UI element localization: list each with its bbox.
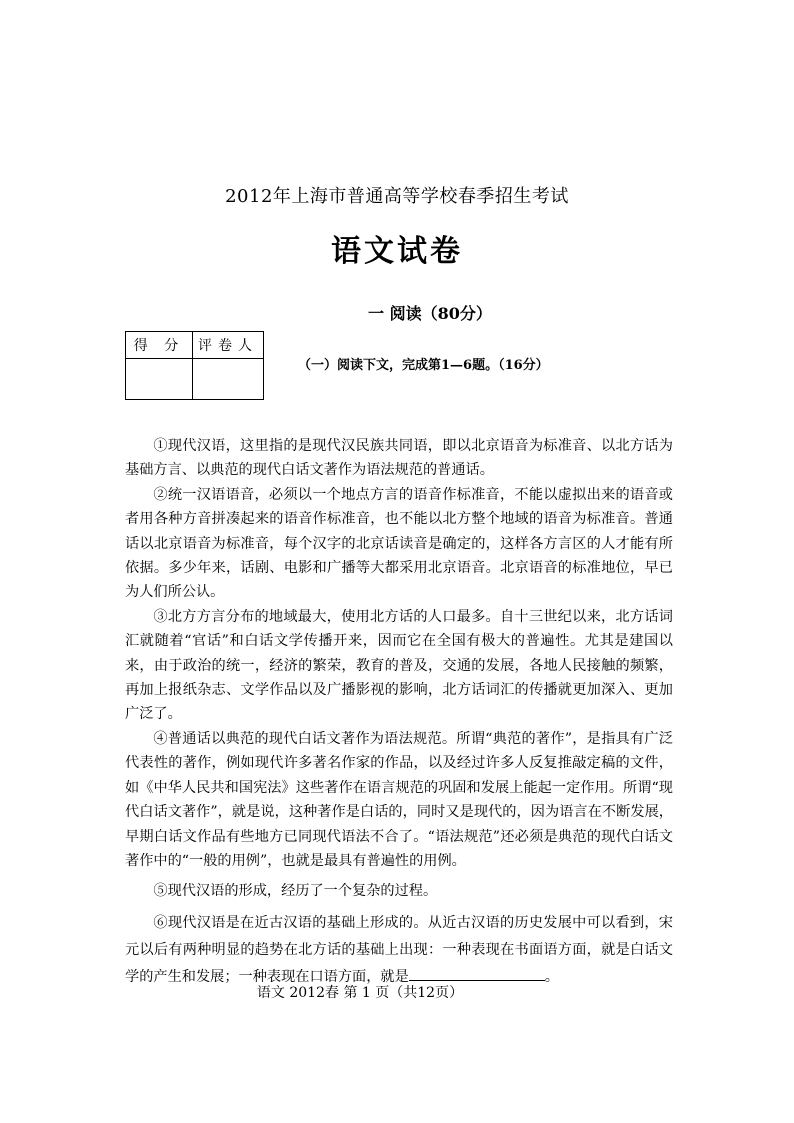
reading-passage xyxy=(125,434,673,991)
score-header: 得 分 xyxy=(126,332,193,359)
score-table xyxy=(125,331,264,400)
score-cell xyxy=(126,359,193,400)
paragraph-6-text: ⑥现代汉语是在近古汉语的基础上形成的。从近古汉语的历史发展中可以看到，宋元以后有两种明显的趋势在北方话的基础上出现：一种表现在书面语方面，就是白话文学的产生和发展；一种表现在口语方面，就是 xyxy=(125,915,673,986)
grader-cell xyxy=(193,359,264,400)
paragraph-3: ③北方方言分布的地域最大，使用北方话的人口最多。自十三世纪以来，北方话词汇就随着“官话”和白话文学传播开来，因而它在全国有极大的普遍性。尤其是建国以来，由于政治的统一，经济的繁荣，教育的普及，交通的发展，各地人民接触的频繁，再加上报纸杂志、文学作品以及广播影视的影响，北方话词汇的传播就更加深入、更加广泛了。 xyxy=(125,608,673,723)
paragraph-2: ②统一汉语语音，必须以一个地点方言的语音作标准音，不能以虚拟出来的语音或者用各种方音拼凑起来的语音作标准音，也不能以北方整个地域的语音为标准音。普通话以北京语音为标准音，每个汉字的北京话读音是确定的，这样各方言区的人才能有所依据。多少年来，话剧、电影和广播等大都采用北京语音。北京语音的标准地位，早已为人们所公认。 xyxy=(125,486,673,601)
paper-title: 语文试卷 xyxy=(331,234,463,269)
grader-header: 评卷人 xyxy=(193,332,264,359)
paragraph-1: ①现代汉语，这里指的是现代汉民族共同语，即以北京语音为标准音、以北方话为基础方言、以典范的现代白话文著作为语法规范的普通话。 xyxy=(125,438,673,479)
paragraph-4: ④普通话以典范的现代白话文著作为语法规范。所谓“典范的著作”，是指具有广泛代表性的著作，例如现代许多著名作家的作品，以及经过许多人反复推敲定稿的文件，如《中华人民共和国宪法》这些著作在语言规范的巩固和发展上能起一定作用。所谓“现代白话文著作”，就是说，这种著作是白话的，同时又是现代的，因为语言在不断发展，早期白话文作品有些地方已同现代语法不合了。“语法规范”还必须是典范的现代白话文著作中的“一般的用例”，也就是最具有普遍性的用例。 xyxy=(125,730,673,869)
section-title: 一 阅读（80分） xyxy=(368,304,492,323)
question-instruction: （一）阅读下文，完成第1—6题。（16分） xyxy=(298,358,549,373)
exam-title: 2012年上海市普通高等学校春季招生考试 xyxy=(225,186,569,207)
paragraph-5: ⑤现代汉语的形成，经历了一个复杂的过程。 xyxy=(153,883,438,900)
answer-blank[interactable] xyxy=(409,966,545,981)
paragraph-6 xyxy=(125,910,673,991)
page-footer: 语文 2012春 第 1 页（共12页） xyxy=(256,985,464,1001)
paragraph-6-end: 。 xyxy=(544,969,559,986)
